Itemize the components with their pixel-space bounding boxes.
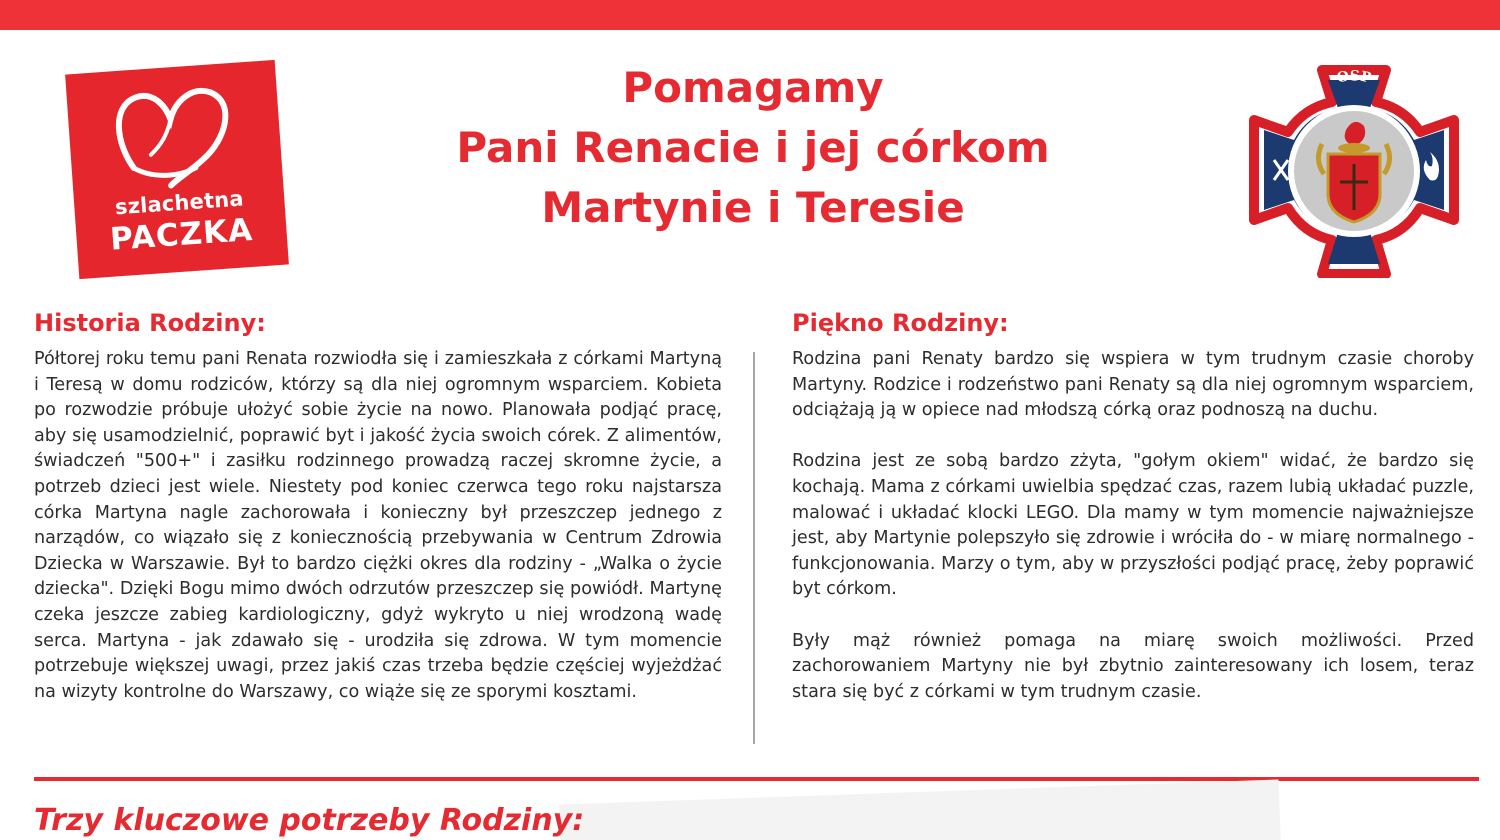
beauty-paragraph-1: Rodzina pani Renaty bardzo się wspiera w tym trudnym czasie choroby Martyny. Rodzice i rodzeństwo pani Renaty są dla niej ogromnym wsparciem, odciążają ją w opiece nad młodszą córką oraz podnoszą na duchu.: [792, 349, 1474, 421]
history-heading: Historia Rodziny:: [34, 309, 266, 337]
column-divider: [753, 352, 755, 744]
title-line-1: Pomagamy: [622, 63, 884, 112]
emblem-top-text: OSP: [1335, 68, 1373, 87]
beauty-text: [792, 347, 1474, 731]
needs-background-band: [559, 779, 1281, 840]
title-line-2: Pani Renacie i jej córkom: [456, 123, 1050, 172]
history-text: Półtorej roku temu pani Renata rozwiodła się i zamieszkała z córkami Martyną i Teresą w domu rodziców, którzy są dla niej ogromnym wsparciem. Kobieta po rozwodzie próbuje ułożyć sobie życie na nowo. Planowała podjąć pracę, aby się usamodzielnić, poprawić byt i jakość życia swoich córek. Z alimentów, świadczeń "500+" i zasiłku rodzinnego prowadzą raczej skromne życie, a potrzeb dzieci jest wiele. Niestety pod koniec czerwca tego roku najstarsza córka Martyna nagle zachorowała i konieczny był przeszczep jednego z narządów, co wiązało się z koniecznością przebywania w Centrum Zdrowia Dziecka w Warszawie. Był to bardzo ciężki okres dla rodziny - „Walka o życie dziecka". Dzięki Bogu mimo dwóch odrzutów przeszczep się powiódł. Martynę czeka jeszcze zabieg kardiologiczny, gdyż wykryto u niej wrodzoną wadę serca. Martyna - jak zdawało się - urodziła się zdrowa. W tym momencie potrzebuje większej uwagi, przez jakiś czas trzeba będzie częściej wyjeżdżać na wizyty kontrolne do Warszawy, co wiąże się ze sporymi kosztami.: [34, 349, 722, 702]
heart-ribbon-icon: [106, 77, 243, 196]
page-title: [400, 58, 1106, 238]
beauty-heading: Piękno Rodziny:: [792, 309, 1009, 337]
logo-text-line1: szlachetna: [114, 186, 245, 220]
svg-text:OSP: [1336, 68, 1373, 86]
beauty-paragraph-2: Rodzina jest ze sobą bardzo zżyta, "gołym okiem" widać, że bardzo się kochają. Mama z córkami uwielbia spędzać czas, razem lubią układać puzzle, malować i układać klocki LEGO. Dla mamy w tym momencie najważniejsze jest, aby Martynie polepszyło się zdrowie i wróciła do - w miarę normalnego - funkcjonowania. Marzy o tym, aby w przyszłości podjąć pracę, żeby poprawić byt córkom.: [792, 451, 1474, 600]
title-line-3: Martynie i Teresie: [541, 183, 965, 232]
osp-dabrowa-emblem: [1244, 64, 1464, 278]
needs-heading: Trzy kluczowe potrzeby Rodziny:: [34, 803, 585, 838]
top-accent-bar: [0, 0, 1500, 30]
beauty-paragraph-3: Były mąż również pomaga na miarę swoich możliwości. Przed zachorowaniem Martyny nie był zbytnio zainteresowany ich losem, teraz stara się być z córkami w tym trudnym czasie.: [792, 630, 1474, 702]
logo-text-line2: PACZKA: [108, 211, 255, 258]
szlachetna-paczka-logo: [65, 60, 289, 279]
